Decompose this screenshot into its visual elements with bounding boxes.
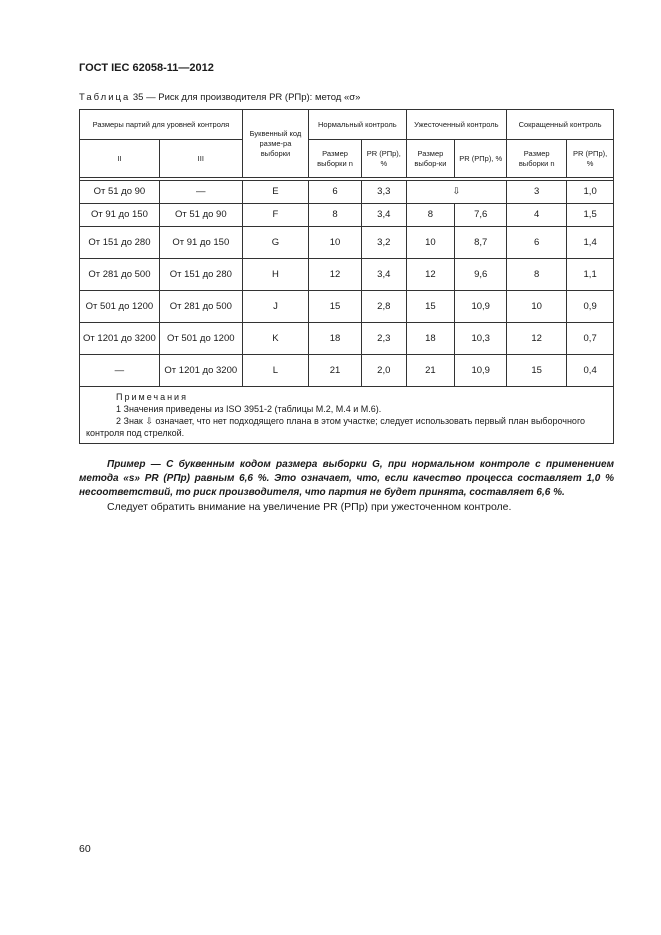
note-2: 2 Знак ⇩ означает, что нет подходящего плана в этом участке; следует использовать первый план выборочного контроля под стрелкой. xyxy=(86,416,586,438)
cell-tight-pr: 7,6 xyxy=(455,204,507,227)
cell-normal-pr: 3,2 xyxy=(361,227,406,259)
cell-code: E xyxy=(242,181,308,204)
table-caption xyxy=(79,92,360,103)
cell-level-ii: От 501 до 1200 xyxy=(80,291,160,323)
cell-reduced-n: 15 xyxy=(507,355,567,387)
header-normal-n: Размер выборки n xyxy=(309,140,362,178)
table-row xyxy=(80,181,614,204)
cell-tight-n: 21 xyxy=(406,355,455,387)
cell-reduced-n: 3 xyxy=(507,181,567,204)
cell-normal-n: 21 xyxy=(309,355,362,387)
cell-normal-n: 8 xyxy=(309,204,362,227)
cell-reduced-pr: 0,4 xyxy=(567,355,614,387)
cell-reduced-n: 12 xyxy=(507,323,567,355)
example-paragraph: Пример — С буквенным кодом размера выборки G, при нормальном контроле с применением метода «s» PR (РПр) равным 6,6 %. Это означает, что, если качество процесса составляет 1,0 % несоответствий, то риск производителя, что партия не будет принята, составляет 6,6 %. xyxy=(79,459,614,498)
body-paragraph: Следует обратить внимание на увеличение PR (РПр) при ужесточенном контроле. xyxy=(107,501,512,513)
notes-row xyxy=(80,387,614,444)
risk-table xyxy=(79,109,614,444)
cell-tight-n: 18 xyxy=(406,323,455,355)
table-notes xyxy=(80,387,614,444)
header-tightened: Ужесточенный контроль xyxy=(406,110,507,140)
table-row xyxy=(80,323,614,355)
cell-reduced-pr: 0,7 xyxy=(567,323,614,355)
cell-reduced-pr: 1,0 xyxy=(567,181,614,204)
cell-normal-pr: 2,3 xyxy=(361,323,406,355)
cell-code: K xyxy=(242,323,308,355)
cell-level-iii: От 51 до 90 xyxy=(159,204,242,227)
cell-level-ii: От 151 до 280 xyxy=(80,227,160,259)
table-row xyxy=(80,259,614,291)
table-caption-text: 35 — Риск для производителя PR (РПр): метод «σ» xyxy=(132,92,361,103)
notes-title: Примечания xyxy=(116,392,188,402)
table-row xyxy=(80,355,614,387)
header-reduced: Сокращенный контроль xyxy=(507,110,614,140)
cell-level-iii: От 501 до 1200 xyxy=(159,323,242,355)
cell-code: J xyxy=(242,291,308,323)
cell-level-iii: От 151 до 280 xyxy=(159,259,242,291)
cell-normal-n: 18 xyxy=(309,323,362,355)
cell-normal-pr: 2,8 xyxy=(361,291,406,323)
cell-code: G xyxy=(242,227,308,259)
cell-level-iii: — xyxy=(159,181,242,204)
cell-normal-pr: 2,0 xyxy=(361,355,406,387)
cell-tight-pr: 10,9 xyxy=(455,291,507,323)
header-tight-pr: PR (РПр), % xyxy=(455,140,507,178)
cell-normal-pr: 3,3 xyxy=(361,181,406,204)
table-row xyxy=(80,204,614,227)
cell-code: L xyxy=(242,355,308,387)
header-normal-pr: PR (РПр), % xyxy=(361,140,406,178)
table-caption-prefix: Таблица xyxy=(79,92,131,103)
cell-tight-pr: 10,3 xyxy=(455,323,507,355)
note-1: 1 Значения приведены из ISO 3951-2 (таблицы M.2, M.4 и M.6). xyxy=(116,404,382,414)
page-number: 60 xyxy=(79,843,91,855)
cell-normal-n: 12 xyxy=(309,259,362,291)
cell-level-ii: От 1201 до 3200 xyxy=(80,323,160,355)
cell-tight-pr: 10,9 xyxy=(455,355,507,387)
cell-level-iii: От 281 до 500 xyxy=(159,291,242,323)
cell-tight-n: 8 xyxy=(406,204,455,227)
arrow-down-icon: ⇩ xyxy=(406,181,507,204)
header-level-iii: III xyxy=(159,140,242,178)
header-normal: Нормальный контроль xyxy=(309,110,406,140)
header-reduced-pr: PR (РПр), % xyxy=(567,140,614,178)
cell-tight-pr: 9,6 xyxy=(455,259,507,291)
cell-tight-pr: 8,7 xyxy=(455,227,507,259)
cell-reduced-pr: 0,9 xyxy=(567,291,614,323)
table-row xyxy=(80,227,614,259)
cell-reduced-pr: 1,1 xyxy=(567,259,614,291)
cell-reduced-n: 10 xyxy=(507,291,567,323)
cell-normal-pr: 3,4 xyxy=(361,204,406,227)
cell-level-ii: От 281 до 500 xyxy=(80,259,160,291)
cell-normal-n: 6 xyxy=(309,181,362,204)
cell-code: F xyxy=(242,204,308,227)
cell-level-iii: От 1201 до 3200 xyxy=(159,355,242,387)
document-header: ГОСТ IEC 62058-11—2012 xyxy=(79,62,214,74)
header-code-letter: Буквенный код разме-ра выборки xyxy=(242,110,308,178)
cell-level-ii: — xyxy=(80,355,160,387)
cell-normal-pr: 3,4 xyxy=(361,259,406,291)
cell-code: H xyxy=(242,259,308,291)
cell-reduced-n: 8 xyxy=(507,259,567,291)
cell-tight-n: 10 xyxy=(406,227,455,259)
cell-reduced-n: 6 xyxy=(507,227,567,259)
cell-tight-n: 12 xyxy=(406,259,455,291)
cell-level-iii: От 91 до 150 xyxy=(159,227,242,259)
cell-tight-n: 15 xyxy=(406,291,455,323)
cell-normal-n: 10 xyxy=(309,227,362,259)
header-tight-n: Размер выбор-ки xyxy=(406,140,455,178)
table-row xyxy=(80,291,614,323)
cell-reduced-pr: 1,4 xyxy=(567,227,614,259)
cell-level-ii: От 91 до 150 xyxy=(80,204,160,227)
header-reduced-n: Размер выборки n xyxy=(507,140,567,178)
cell-reduced-n: 4 xyxy=(507,204,567,227)
cell-normal-n: 15 xyxy=(309,291,362,323)
cell-reduced-pr: 1,5 xyxy=(567,204,614,227)
header-level-ii: II xyxy=(80,140,160,178)
header-lot-sizes: Размеры партий для уровней контроля xyxy=(80,110,243,140)
cell-level-ii: От 51 до 90 xyxy=(80,181,160,204)
